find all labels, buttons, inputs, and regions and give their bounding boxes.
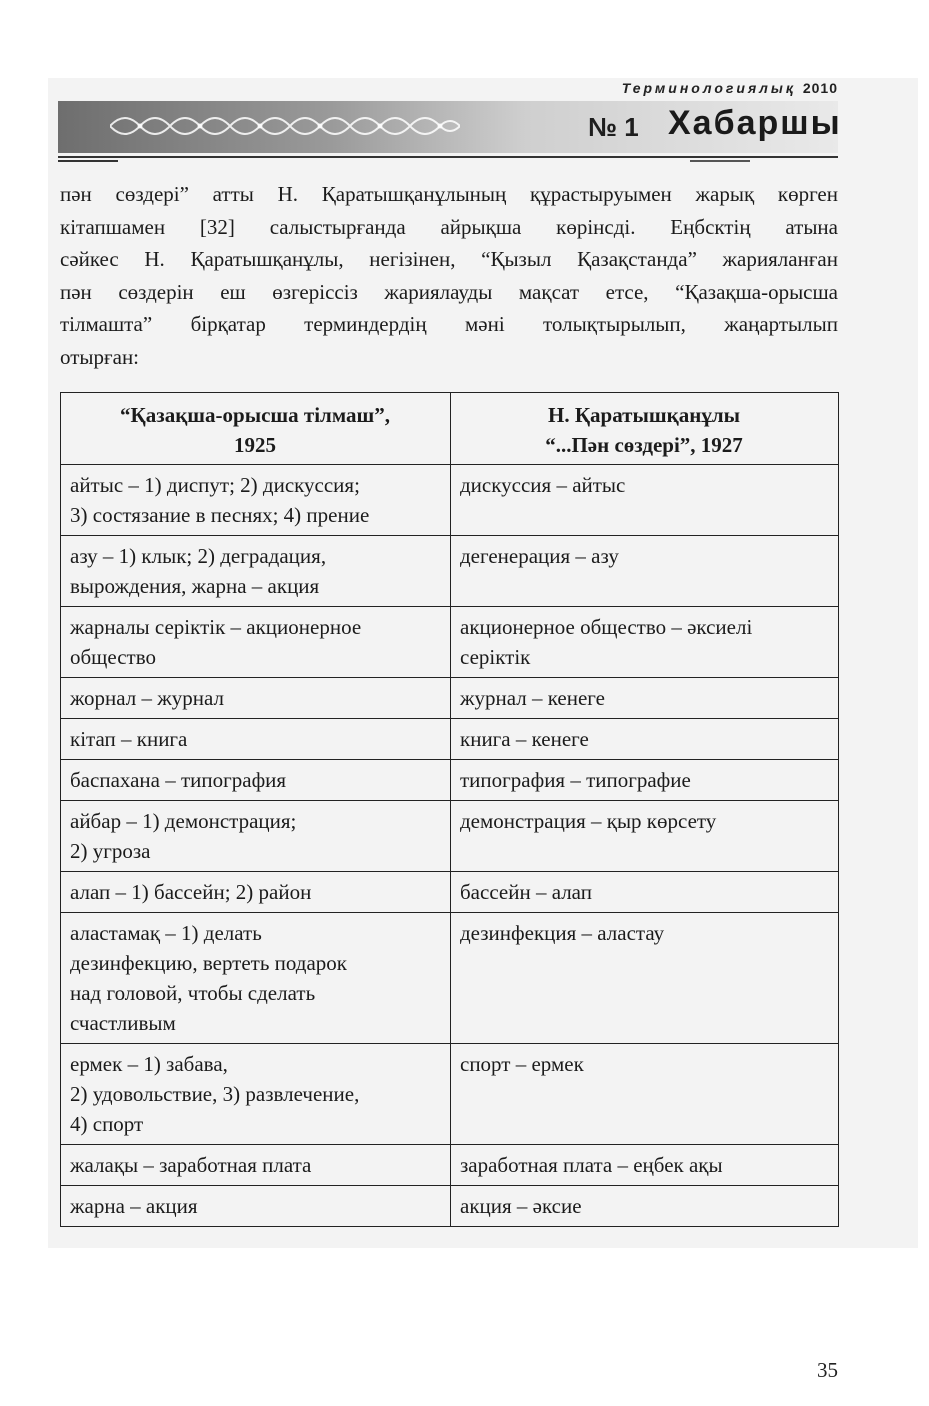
cell-text-line: жарналы серіктік – акционерное — [70, 615, 362, 639]
cell-term-1927 — [451, 607, 839, 678]
table-row — [61, 801, 839, 872]
table-row — [61, 760, 839, 801]
cell-term-1925 — [61, 678, 451, 719]
cell-text-line: дегенерация – азу — [460, 544, 619, 568]
table-row — [61, 607, 839, 678]
terms-comparison-table — [60, 392, 839, 1227]
intro-line: тілмашта” бірқатар терминдердің мәні толықтырылып, жаңартылып — [60, 312, 838, 337]
journal-title: Хабаршы — [668, 104, 842, 142]
cell-text-line: азу – 1) клык; 2) деградация, — [70, 544, 327, 568]
intro-line: отырған: — [60, 344, 140, 369]
table-row — [61, 465, 839, 536]
cell-text-line: баспахана – типография — [70, 768, 287, 792]
cell-term-1927 — [451, 678, 839, 719]
cell-term-1927 — [451, 872, 839, 913]
ornament-pattern — [110, 108, 460, 144]
cell-text-line: жалақы – заработная плата — [70, 1153, 312, 1177]
cell-term-1925 — [61, 719, 451, 760]
header-line: “...Пән сөздері”, 1927 — [545, 433, 743, 457]
table-row — [61, 872, 839, 913]
cell-term-1925 — [61, 760, 451, 801]
header-line: “Қазақша-орысша тілмаш”, — [120, 403, 390, 427]
journal-name: Терминологиялық — [621, 80, 796, 96]
cell-term-1927 — [451, 1044, 839, 1145]
cell-term-1925 — [61, 1044, 451, 1145]
issue-number: № 1 — [588, 112, 639, 142]
header-rule-accent-left — [58, 160, 118, 162]
cell-text-line: вырождения, жарна – акция — [70, 574, 320, 598]
cell-text-line: айтыс – 1) диспут; 2) дискуссия; — [70, 473, 360, 497]
table-row — [61, 1044, 839, 1145]
table-row — [61, 913, 839, 1044]
cell-text-line: журнал – кенеге — [460, 686, 605, 710]
table-row — [61, 719, 839, 760]
cell-text-line: ермек – 1) забава, — [70, 1052, 228, 1076]
header-line: Н. Қаратышқанұлы — [547, 403, 740, 427]
cell-text-line: 3) состязание в песнях; 4) прение — [70, 503, 370, 527]
intro-line: сәйкес Н. Қаратышқанұлы, негізінен, “Қызыл Қазақстанда” жарияланған — [60, 247, 838, 272]
column-header-dictionary-1925 — [61, 393, 451, 465]
header-rule-accent-right — [690, 160, 750, 162]
cell-term-1925 — [61, 607, 451, 678]
cell-text-line: демонстрация – қыр көрсету — [460, 809, 717, 833]
column-header-karatyshkanuly-1927 — [451, 393, 839, 465]
cell-term-1927 — [451, 465, 839, 536]
intro-line: кітапшамен [32] салыстырғанда айрықша көрінсді. Еңбсктің атына — [60, 214, 838, 239]
cell-text-line: жарна – акция — [70, 1194, 198, 1218]
cell-text-line: айбар – 1) демонстрация; — [70, 809, 297, 833]
table-header-row — [61, 393, 839, 465]
cell-text-line: над головой, чтобы сделать — [70, 981, 316, 1005]
cell-text-line: 2) удовольствие, 3) развлечение, — [70, 1082, 360, 1106]
cell-term-1927 — [451, 719, 839, 760]
table-row — [61, 1186, 839, 1227]
cell-text-line: спорт – ермек — [460, 1052, 584, 1076]
header-rule — [58, 156, 838, 158]
cell-term-1927 — [451, 913, 839, 1044]
cell-text-line: акция – әксие — [460, 1194, 582, 1218]
cell-text-line: акционерное общество – әксиелі — [460, 615, 753, 639]
cell-term-1925 — [61, 536, 451, 607]
cell-term-1925 — [61, 1145, 451, 1186]
table-row — [61, 536, 839, 607]
cell-term-1925 — [61, 801, 451, 872]
cell-text-line: аластамақ – 1) делать — [70, 921, 262, 945]
cell-text-line: типография – типографие — [460, 768, 691, 792]
cell-text-line: дезинфекция – аластау — [460, 921, 665, 945]
cell-text-line: книга – кенеге — [460, 727, 589, 751]
cell-text-line: кітап – книга — [70, 727, 188, 751]
cell-text-line: 2) угроза — [70, 839, 151, 863]
cell-text-line: общество — [70, 645, 156, 669]
journal-header — [622, 80, 838, 96]
cell-term-1927 — [451, 1145, 839, 1186]
cell-term-1927 — [451, 760, 839, 801]
cell-text-line: заработная плата – еңбек ақы — [460, 1153, 723, 1177]
cell-term-1925 — [61, 465, 451, 536]
intro-paragraph — [60, 178, 838, 374]
table-body — [61, 465, 839, 1227]
cell-text-line: серіктік — [460, 645, 531, 669]
cell-text-line: дискуссия – айтыс — [460, 473, 626, 497]
table-row — [61, 1145, 839, 1186]
cell-term-1927 — [451, 1186, 839, 1227]
intro-line: пән сөздерін еш өзгеріссіз жариялауды мақсат етсе, “Қазақша-орысша — [60, 279, 838, 304]
cell-term-1925 — [61, 1186, 451, 1227]
cell-term-1927 — [451, 801, 839, 872]
header-line: 1925 — [234, 433, 276, 457]
journal-year: 2010 — [802, 80, 838, 96]
cell-text-line: дезинфекцию, вертеть подарок — [70, 951, 348, 975]
intro-line: пән сөздері” атты Н. Қаратышқанұлының құрастыруымен жарық көрген — [60, 182, 838, 206]
cell-text-line: счастливым — [70, 1011, 176, 1035]
cell-text-line: бассейн – алап — [460, 880, 592, 904]
page-number: 35 — [817, 1358, 838, 1382]
table-row — [61, 678, 839, 719]
cell-term-1925 — [61, 913, 451, 1044]
cell-text-line: алап – 1) бассейн; 2) район — [70, 880, 312, 904]
cell-term-1925 — [61, 872, 451, 913]
cell-text-line: 4) спорт — [70, 1112, 144, 1136]
cell-term-1927 — [451, 536, 839, 607]
cell-text-line: жорнал – журнал — [70, 686, 224, 710]
